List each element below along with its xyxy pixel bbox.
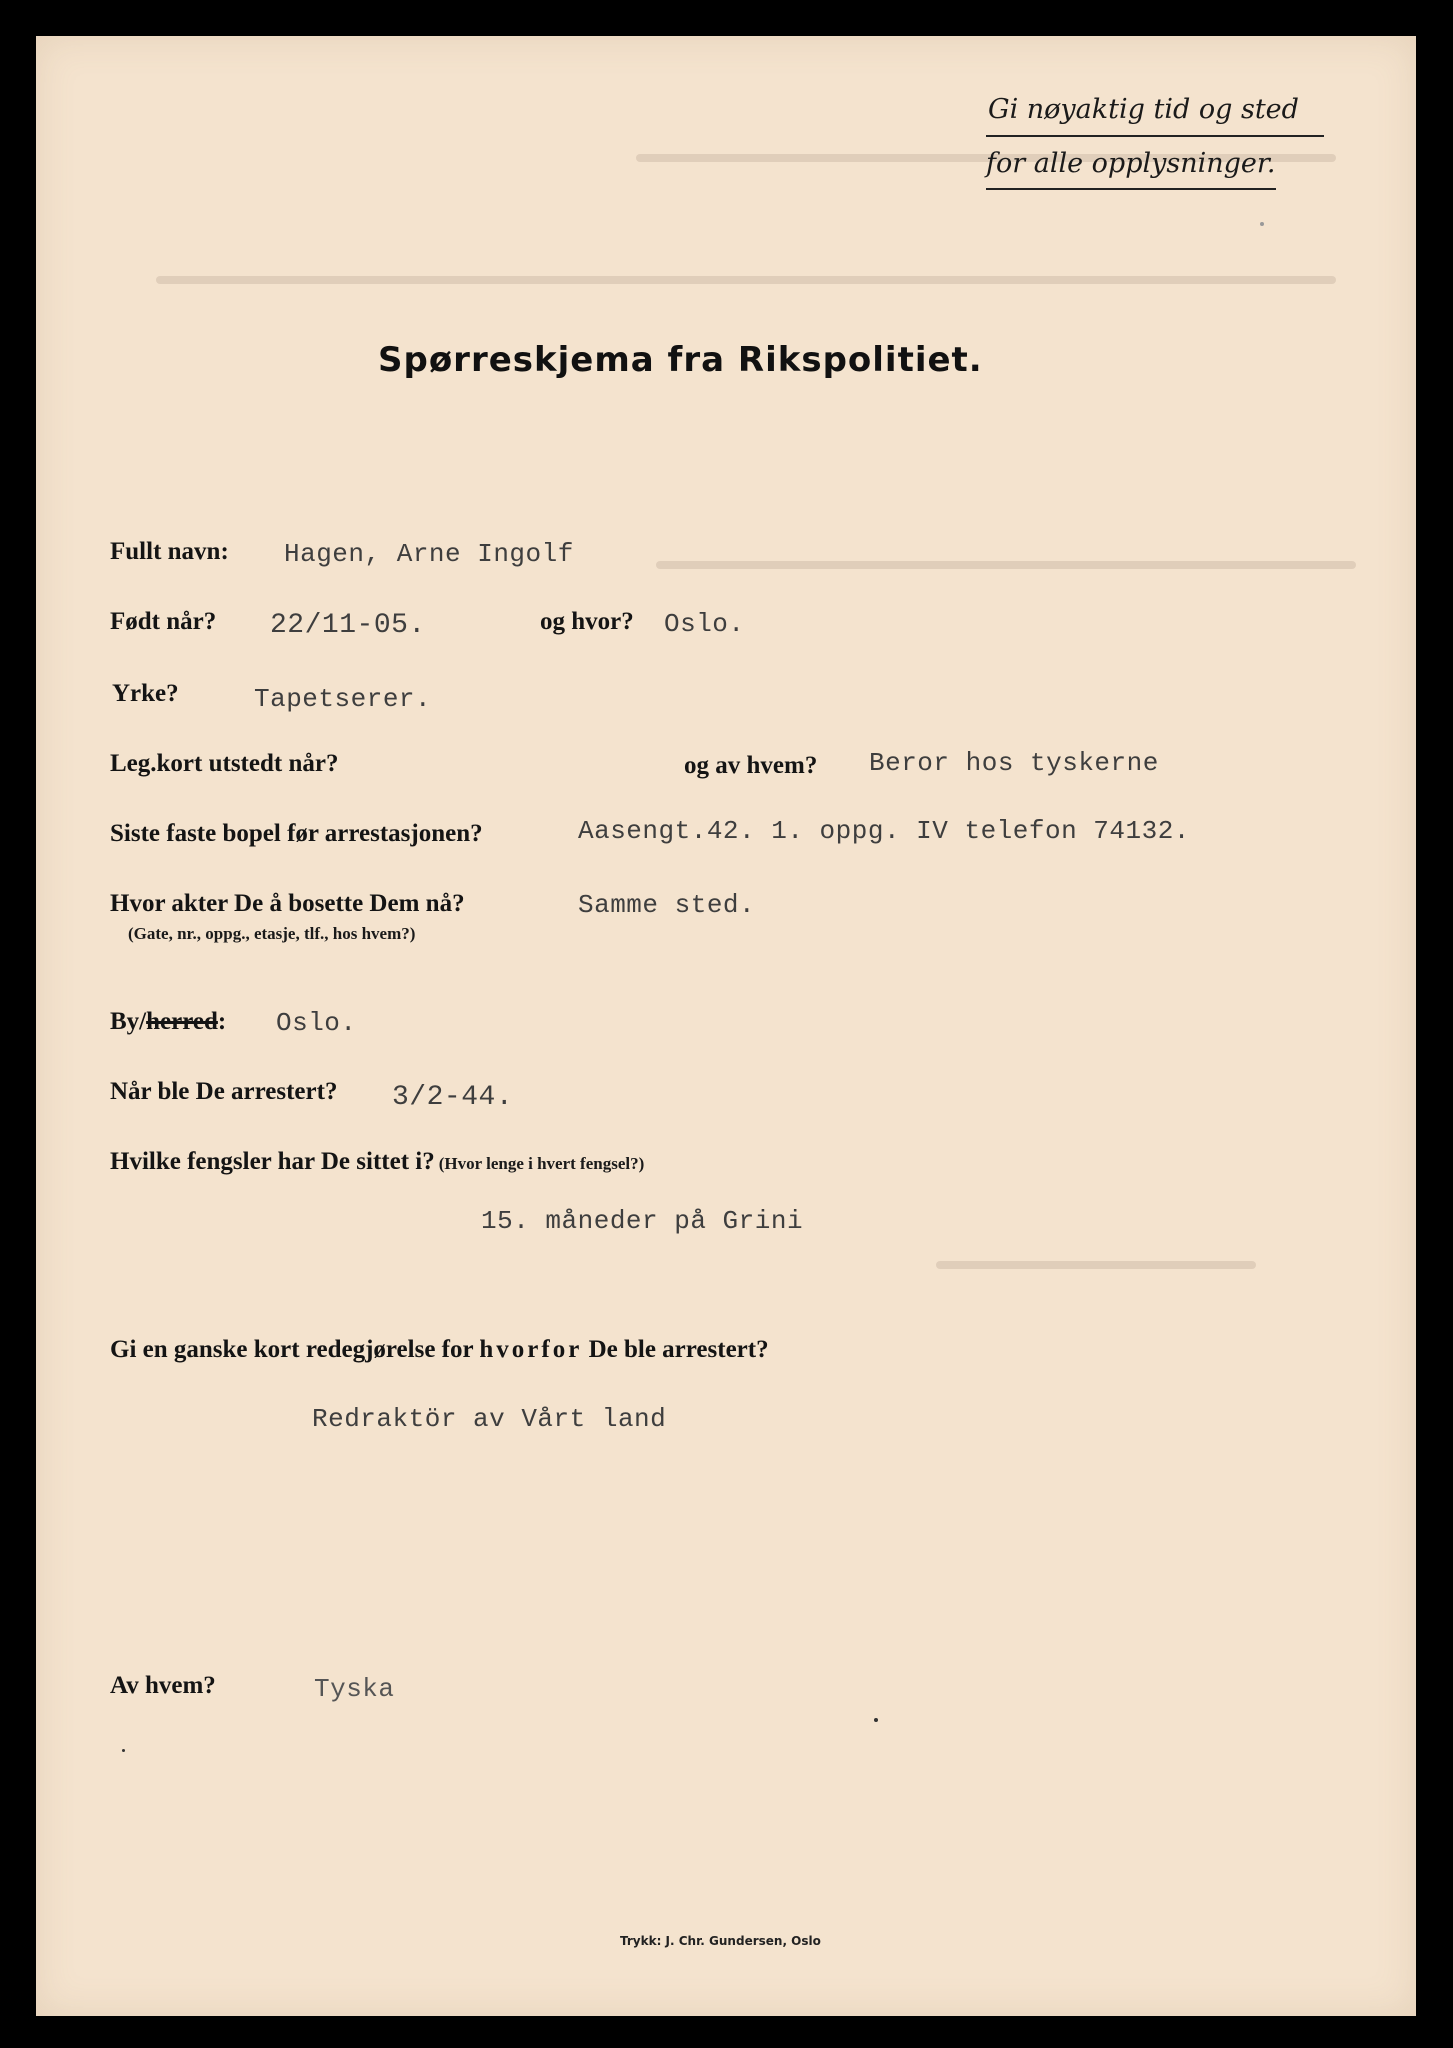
paper-speck	[874, 1718, 878, 1722]
city-label-by: By/	[110, 1008, 147, 1035]
notice-line-1: Gi nøyaktig tid og sted	[988, 94, 1299, 125]
by-whom-label: Av hvem?	[110, 1672, 216, 1699]
born-where-label: og hvor?	[540, 608, 634, 635]
arrested-when-value: 3/2-44.	[392, 1082, 514, 1113]
occupation-label: Yrke?	[112, 680, 179, 707]
bleed-through-line	[156, 276, 1336, 284]
notice-line-2: for alle opplysninger.	[986, 148, 1276, 179]
id-issued-when-label: Leg.kort utstedt når?	[110, 750, 339, 777]
city-label	[110, 1008, 226, 1036]
city-label-herred: herred	[146, 1008, 218, 1035]
prisons-value: 15. måneder på Grini	[481, 1206, 804, 1236]
notice-underline-1	[986, 135, 1324, 137]
printer-imprint: Trykk: J. Chr. Gundersen, Oslo	[620, 1934, 821, 1948]
prisons-label-row	[110, 1148, 644, 1176]
form-sheet	[36, 36, 1416, 2016]
prisons-label: Hvilke fengsler har De sittet i?	[110, 1148, 435, 1175]
full-name-label: Fullt navn:	[110, 538, 229, 565]
last-residence-value: Aasengt.42. 1. oppg. IV telefon 74132.	[578, 816, 1190, 846]
bleed-through-line	[656, 561, 1356, 569]
born-when-label: Født når?	[110, 608, 217, 635]
id-issued-by-value: Beror hos tyskerne	[869, 748, 1159, 778]
page-title: Spørreskjema fra Rikspolitiet.	[378, 340, 983, 380]
id-issued-by-label: og av hvem?	[684, 752, 818, 779]
settle-label: Hvor akter De å bosette Dem nå?	[110, 890, 465, 917]
notice-underline-2	[986, 188, 1276, 190]
reason-label	[110, 1336, 769, 1364]
settle-value: Samme sted.	[578, 890, 756, 920]
paper-speck	[1260, 222, 1264, 226]
occupation-value: Tapetserer.	[254, 684, 432, 714]
reason-label-emphasis: hvorfor	[479, 1336, 583, 1363]
born-when-value: 22/11-05.	[270, 610, 426, 641]
city-label-colon: :	[217, 1008, 227, 1035]
last-residence-label: Siste faste bopel før arrestasjonen?	[110, 820, 483, 847]
by-whom-value: Tyska	[314, 1674, 395, 1704]
bleed-through-line	[936, 1261, 1256, 1269]
reason-label-pre: Gi en ganske kort redegjørelse for	[110, 1336, 474, 1363]
settle-sublabel: (Gate, nr., oppg., etasje, tlf., hos hvem?)	[128, 924, 416, 943]
reason-value: Redraktör av Vårt land	[312, 1404, 667, 1434]
full-name-value: Hagen, Arne Ingolf	[284, 539, 574, 569]
arrested-when-label: Når ble De arrestert?	[110, 1078, 338, 1105]
paper-speck	[122, 1749, 125, 1752]
born-where-value: Oslo.	[664, 609, 745, 639]
reason-label-post: De ble arrestert?	[588, 1336, 769, 1363]
prisons-sublabel: (Hvor lenge i hvert fengsel?)	[438, 1154, 645, 1173]
city-value: Oslo.	[276, 1008, 357, 1038]
